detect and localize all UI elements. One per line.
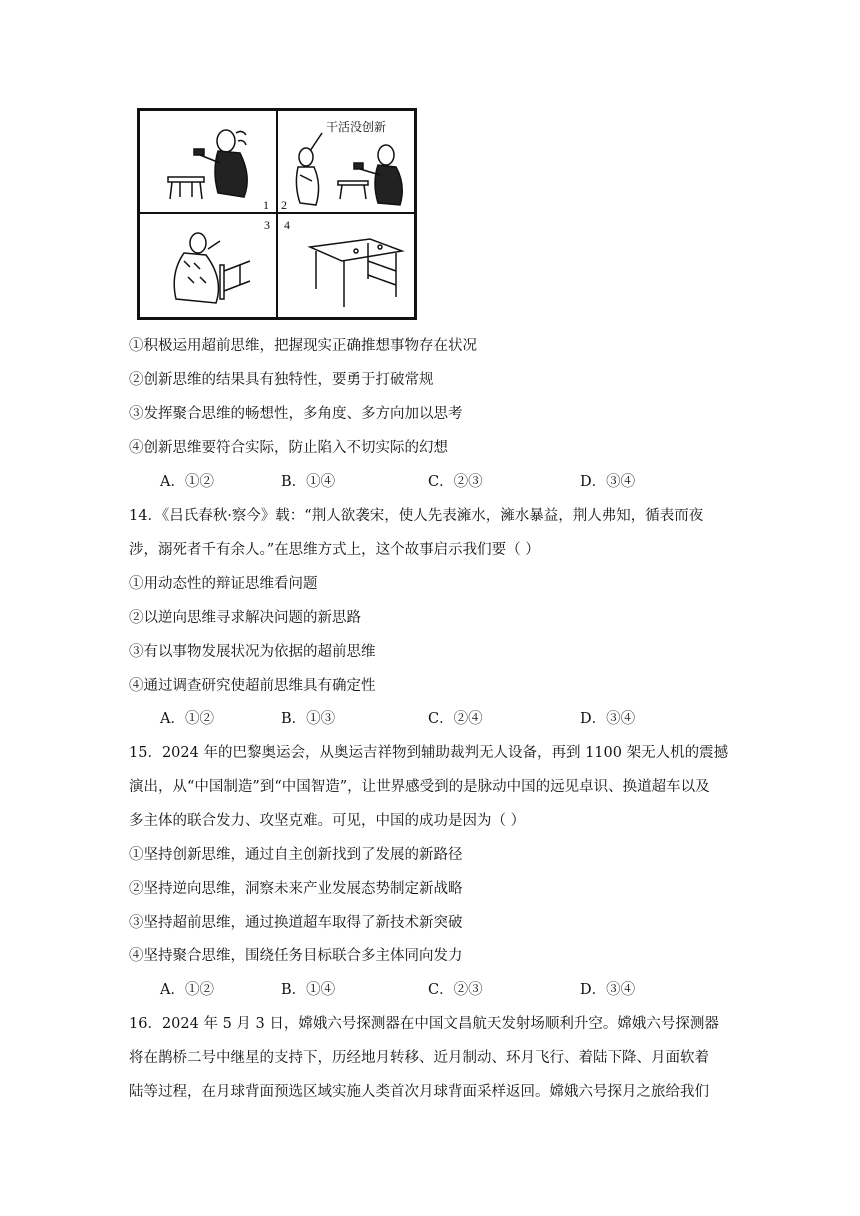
q16-stem-line-3: 陆等过程，在月球背面预选区域实施人类首次月球背面采样返回。嫦娥六号探月之旅给我们: [129, 1084, 709, 1100]
q13-option-b[interactable]: B．①④: [281, 474, 336, 490]
q14-statement-1: ①用动态性的辩证思维看问题: [129, 576, 318, 592]
q13-option-c[interactable]: C．②③: [428, 474, 483, 490]
q14-option-b[interactable]: B．①③: [281, 711, 336, 727]
speech-bubble-text: 干活没创新: [326, 120, 387, 134]
q14-option-a[interactable]: A．①②: [160, 711, 214, 727]
q13-statement-1: ①积极运用超前思维，把握现实正确推想事物存在状况: [129, 338, 477, 354]
q15-statement-4: ④坚持聚合思维，围绕任务目标联合多主体同向发力: [129, 948, 463, 964]
q15-statement-2: ②坚持逆向思维，洞察未来产业发展态势制定新战略: [129, 881, 463, 897]
panel-1-drawing: [168, 130, 247, 199]
q14-option-c[interactable]: C．②④: [428, 711, 483, 727]
q13-option-a[interactable]: A．①②: [160, 474, 214, 490]
q15-option-b[interactable]: B．①④: [281, 982, 336, 998]
panel-number-3: 3: [264, 218, 270, 232]
q14-statement-2: ②以逆向思维寻求解决问题的新思路: [129, 610, 361, 626]
panel-3-drawing: [174, 233, 250, 303]
q14-statement-4: ④通过调查研究使超前思维具有确定性: [129, 678, 376, 694]
q13-statement-2: ②创新思维的结果具有独特性，要勇于打破常规: [129, 372, 434, 388]
panel-4-drawing: [310, 239, 402, 307]
q14-stem-line-2: 涉，溺死者千有余人。”在思维方式上，这个故事启示我们要（ ）: [129, 542, 540, 558]
panel-number-1: 1: [263, 198, 269, 212]
q16-stem-line-2: 将在鹊桥二号中继星的支持下，历经地月转移、近月制动、环月飞行、着陆下降、月面软着: [129, 1050, 709, 1066]
q15-statement-1: ①坚持创新思维，通过自主创新找到了发展的新路径: [129, 847, 463, 863]
cartoon-image: [137, 108, 417, 320]
q15-stem-line-3: 多主体的联合发力、攻坚克难。可见，中国的成功是因为（ ）: [129, 813, 526, 829]
q15-stem-line-2: 演出，从“中国制造”到“中国智造”，让世界感受到的是脉动中国的远见卓识、换道超车以及: [129, 779, 710, 795]
q14-stem-line-1: 14．《吕氏春秋·察今》载：“荆人欲袭宋，使人先表澭水，澭水暴益，荆人弗知，循表而夜: [129, 508, 704, 524]
q16-stem-line-1: 16．2024 年 5 月 3 日，嫦娥六号探测器在中国文昌航天发射场顺利升空。嫦娥六号探测器: [129, 1016, 719, 1032]
q15-stem-line-1: 15．2024 年的巴黎奥运会，从奥运吉祥物到辅助裁判无人设备，再到 1100 架无人机的震撼: [129, 745, 729, 761]
panel-number-4: 4: [284, 218, 290, 232]
q15-option-d[interactable]: D．③④: [580, 982, 636, 998]
q13-statement-4: ④创新思维要符合实际，防止陷入不切实际的幻想: [129, 440, 448, 456]
q13-option-d[interactable]: D．③④: [580, 474, 636, 490]
q14-statement-3: ③有以事物发展状况为依据的超前思维: [129, 644, 376, 660]
panel-number-2: 2: [281, 198, 287, 212]
cartoon-drawing: [140, 111, 414, 317]
q14-option-d[interactable]: D．③④: [580, 711, 636, 727]
q13-statement-3: ③发挥聚合思维的畅想性，多角度、多方向加以思考: [129, 406, 463, 422]
q15-statement-3: ③坚持超前思维，通过换道超车取得了新技术新突破: [129, 915, 463, 931]
q15-option-c[interactable]: C．②③: [428, 982, 483, 998]
q15-option-a[interactable]: A．①②: [160, 982, 214, 998]
panel-2-drawing: [296, 133, 402, 205]
